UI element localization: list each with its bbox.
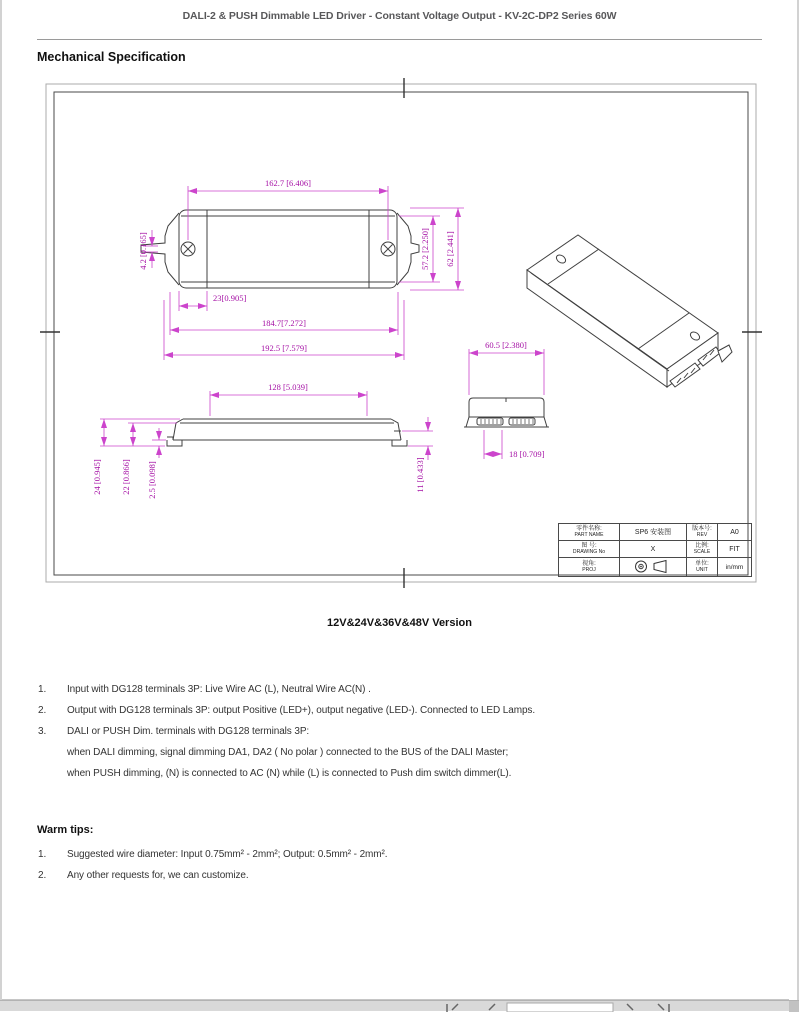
- section-title: Mechanical Specification: [37, 50, 186, 64]
- note-item: 1. Input with DG128 terminals 3P: Live Wire AC (L), Neutral Wire AC(N) .: [38, 684, 371, 695]
- title-block-part-name-value: SP6 安装图: [620, 524, 687, 541]
- side-view: [92, 382, 433, 499]
- version-caption: 12V&24V&36V&48V Version: [327, 617, 472, 629]
- title-block-scale-value: FIT: [718, 541, 752, 558]
- isometric-view: [527, 235, 732, 387]
- warm-tips-list: [0, 844, 780, 886]
- dim-label-top-width: 162.7 [6.406]: [264, 178, 312, 188]
- dim-label-side-full-height: 24 [0.945]: [92, 459, 102, 495]
- dim-label-end-section: 23[0.905]: [213, 293, 247, 303]
- dim-label-side-end-height: 11 [0.433]: [415, 457, 425, 493]
- title-block-proj-value: [620, 558, 687, 577]
- title-block-rev-label: 版本号: REV: [687, 524, 718, 541]
- title-block-part-name-label: 零件名称: PART NAME: [559, 524, 620, 541]
- screw-left-icon: [181, 242, 195, 256]
- title-block: [558, 523, 752, 577]
- dim-label-tab: 4.2 [0.165]: [138, 232, 148, 270]
- warm-tips-title: Warm tips:: [37, 824, 94, 836]
- title-block-unit-label: 单位: UNIT: [687, 558, 718, 577]
- dim-label-side-foot-height: 2.5 [0.098]: [147, 461, 157, 499]
- screw-right-icon: [381, 242, 395, 256]
- title-block-drawing-no-value: X: [620, 541, 687, 558]
- title-block-drawing-no-label: 图 号: DRAWING No: [559, 541, 620, 558]
- end-view: [464, 340, 549, 459]
- title-block-unit-value: in/mm: [718, 558, 752, 577]
- warm-tip-item: 1. Suggested wire diameter: Input 0.75mm² - 2mm²; Output: 0.5mm² - 2mm².: [38, 849, 388, 860]
- first-angle-projection-icon: [632, 559, 674, 574]
- previous-page-button[interactable]: [489, 1004, 495, 1010]
- dim-label-end-width: 60.5 [2.380]: [485, 340, 527, 350]
- dim-label-side-top-length: 128 [5.039]: [268, 382, 308, 392]
- next-page-button[interactable]: [627, 1004, 633, 1010]
- dim-label-side-body-height: 22 [0.866]: [121, 459, 131, 495]
- warm-tip-item: 2. Any other requests for, we can customize.: [38, 870, 249, 881]
- dim-label-terminal-width: 18 [0.709]: [509, 449, 545, 459]
- title-block-rev-value: A0: [718, 524, 752, 541]
- dim-label-body-length: 184.7[7.272]: [262, 318, 306, 328]
- document-header-title: DALI-2 & PUSH Dimmable LED Driver - Constant Voltage Output - KV-2C-DP2 Series 60W: [182, 10, 617, 22]
- dim-label-full-length: 192.5 [7.579]: [260, 343, 308, 353]
- note-item: 3. DALI or PUSH Dim. terminals with DG128 terminals 3P:: [38, 726, 310, 737]
- scrollbar-corner: [789, 1001, 799, 1012]
- notes-list: [0, 679, 780, 784]
- note-item: 2. Output with DG128 terminals 3P: output Positive (LED+), output negative (LED-). Connected to LED Lamps.: [38, 705, 535, 716]
- title-block-scale-label: 比例: SCALE: [687, 541, 718, 558]
- note-item: when DALI dimming, signal dimming DA1, DA2 ( No polar ) connected to the BUS of the DALI Master;: [67, 747, 509, 758]
- top-view: [138, 178, 464, 360]
- dim-label-full-height: 62 [2.441]: [445, 231, 455, 267]
- viewer-pagination-toolbar: [0, 1000, 799, 1011]
- dim-label-body-height: 57.2 [2.250]: [420, 228, 430, 270]
- title-block-proj-label: 视角: PROJ: [559, 558, 620, 577]
- note-item: when PUSH dimming, (N) is connected to AC (N) while (L) is connected to Push dim switch dimmer(L).: [67, 768, 512, 779]
